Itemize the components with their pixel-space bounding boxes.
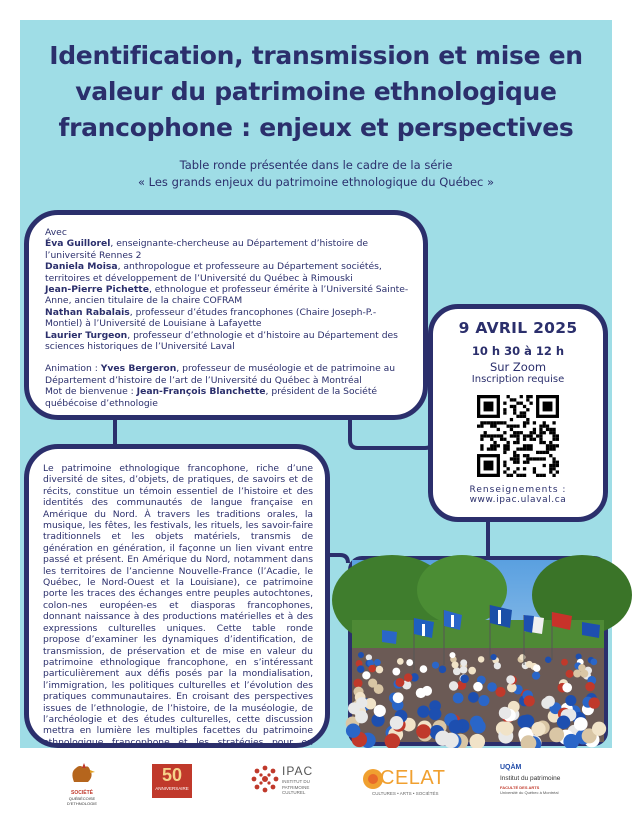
- rooster-icon: [62, 760, 102, 786]
- crowd-illustration: [352, 560, 604, 742]
- panelist: [45, 307, 409, 330]
- description-text: Le patrimoine ethnologique francophone, riche d’une diversité de sites, d’objets, de pratiques, de savoirs et de récits, constitue un témoin essentiel de l’histoire et des identités des communautés de langue française en Amérique du Nord. À travers les traditions orales, la musique, les fêtes, les festivals, les rituels, les savoir-faire traditionnels et les objets matériels, transmis de génération en génération, il façonne un lien vivant entre passé et présent. En Amérique du Nord, notamment dans les territoires de l’ancienne Nouvelle-France (l’Acadie, le Québec, le Nord-Ouest et la Louisiane), ce patrimoine porte les traces des échanges entre peuples autochtones, colon-nes européen-es et diasporas francophones, donnant naissance à des productions matérielles et à des expressions culturelles uniques. Cette table ronde propose d’examiner les dynamiques d’identification, de transmission, de préservation et de mise en valeur du patrimoine ethnologique francophone, en s’intéressant particulièrement aux défis posés par la mondialisation, l’immigration, les politiques culturelles et l’évolution des pratiques communautaires. En croisant des perspectives issues de l’ethnologie, de l’histoire, de la muséologie, de l’archéologie et des études culturelles, cette discussion mettra en lumière les multiples facettes du patrimoine ethnologique francophone et les stratégies pour en: [43, 463, 313, 748]
- uqam-line-3: Université du Québec à Montréal: [500, 790, 559, 795]
- panelist: [45, 261, 409, 284]
- qr-code[interactable]: [477, 395, 559, 477]
- uqam-line-2: FACULTÉ DES ARTS: [500, 785, 540, 790]
- sqe-line-2: QUÉBÉCOISE: [68, 796, 96, 801]
- qr-code-icon: [477, 395, 559, 477]
- panelist-desc: , anthropologue et professeure au Département sociétés, territoires et développement de l’Université du Québec à Rimouski: [45, 261, 382, 284]
- uqam-line-1: Institut du patrimoine: [500, 775, 561, 782]
- title-line-1: Identification, transmission et mise en: [49, 41, 583, 70]
- panelist: [45, 238, 409, 261]
- ipac-line-2: PATRIMOINE: [282, 784, 310, 790]
- sqe-line-1: SOCIÉTÉ: [71, 790, 93, 796]
- event-time: 10 h 30 à 12 h: [471, 344, 565, 358]
- welcome-label: Mot de bienvenue :: [45, 386, 137, 398]
- avec-label: Avec: [45, 227, 67, 238]
- ipac-dots-icon: [250, 764, 280, 794]
- panelist-name: Éva Guillorel: [45, 238, 111, 250]
- animation-desc: , professeur de muséologie et de patrimoine au Département d’histoire de l’art de l’Université du Québec à Montréal: [45, 363, 396, 386]
- celat-logo: [362, 768, 462, 804]
- crowd-photo: [348, 556, 608, 746]
- uqam-name: UQÀM: [500, 764, 522, 771]
- welcome-line: [45, 386, 409, 409]
- panelist-name: Nathan Rabalais: [45, 306, 130, 318]
- website-link[interactable]: www.ipac.ulaval.ca: [469, 495, 567, 505]
- welcome-desc: , président de la Société québécoise d’ethnologie: [45, 386, 378, 409]
- panelist-desc: , professeur d’ethnologie et d’histoire au Département des sciences historiques de l’Université Laval: [45, 329, 398, 353]
- panelist-name: Jean-Pierre Pichette: [45, 284, 149, 296]
- anniversary-logo: [152, 764, 192, 798]
- poster: [20, 20, 612, 748]
- celat-name: CELAT: [380, 767, 446, 789]
- panelist: [45, 330, 409, 353]
- title-line-3: francophone : enjeux et perspectives: [58, 113, 574, 142]
- panelist-name: Laurier Turgeon: [45, 329, 128, 341]
- animation-label: Animation :: [45, 363, 101, 375]
- ipac-logo: [250, 762, 330, 802]
- event-date: 9 AVRIL 2025: [458, 319, 578, 337]
- panelists-box: [24, 210, 428, 420]
- event-info-box: [428, 304, 608, 522]
- animation-name: Yves Bergeron: [100, 363, 177, 375]
- event-location: Sur Zoom: [489, 360, 547, 374]
- description-box: [24, 444, 330, 748]
- ipac-line-3: CULTUREL: [282, 790, 306, 795]
- sqe-logo: [62, 760, 102, 810]
- event-registration: Inscription requise: [471, 374, 565, 385]
- panelist-name: Daniela Moisa: [45, 261, 118, 273]
- ipac-line-1: INSTITUT DU: [282, 779, 310, 784]
- ipac-name: IPAC: [282, 764, 314, 778]
- subtitle-line-1: Table ronde présentée dans le cadre de la série: [179, 158, 453, 172]
- sqe-line-3: D’ETHNOLOGIE: [66, 801, 97, 806]
- subtitle-line-2: « Les grands enjeux du patrimoine ethnologique du Québec »: [137, 175, 495, 189]
- title-line-2: valeur du patrimoine ethnologique: [75, 77, 557, 106]
- animation-line: [45, 363, 409, 386]
- info-label: Renseignements :: [469, 485, 567, 495]
- partner-logos: [0, 748, 632, 818]
- anniversary-number: 50: [161, 765, 183, 785]
- panelist-desc: , enseignante-chercheuse au Département d’histoire de l’université Rennes 2: [45, 238, 369, 261]
- ipac-sub: [282, 779, 310, 796]
- uqam-logo: [500, 764, 590, 804]
- panelist: [45, 284, 409, 307]
- panelist-desc: , professeur d’études francophones (Chaire Joseph-P.-Montiel) à l’Université de Louisiane à Lafayette: [45, 306, 377, 330]
- celat-sub: CULTURES • ARTS • SOCIÉTÉS: [372, 791, 439, 796]
- panelist-desc: , ethnologue et professeur émérite à l’Université Sainte-Anne, ancien titulaire de la chaire COFRAM: [45, 284, 409, 307]
- anniversary-text: ANNIVERSAIRE: [155, 786, 189, 791]
- welcome-name: Jean-François Blanchette: [136, 386, 266, 398]
